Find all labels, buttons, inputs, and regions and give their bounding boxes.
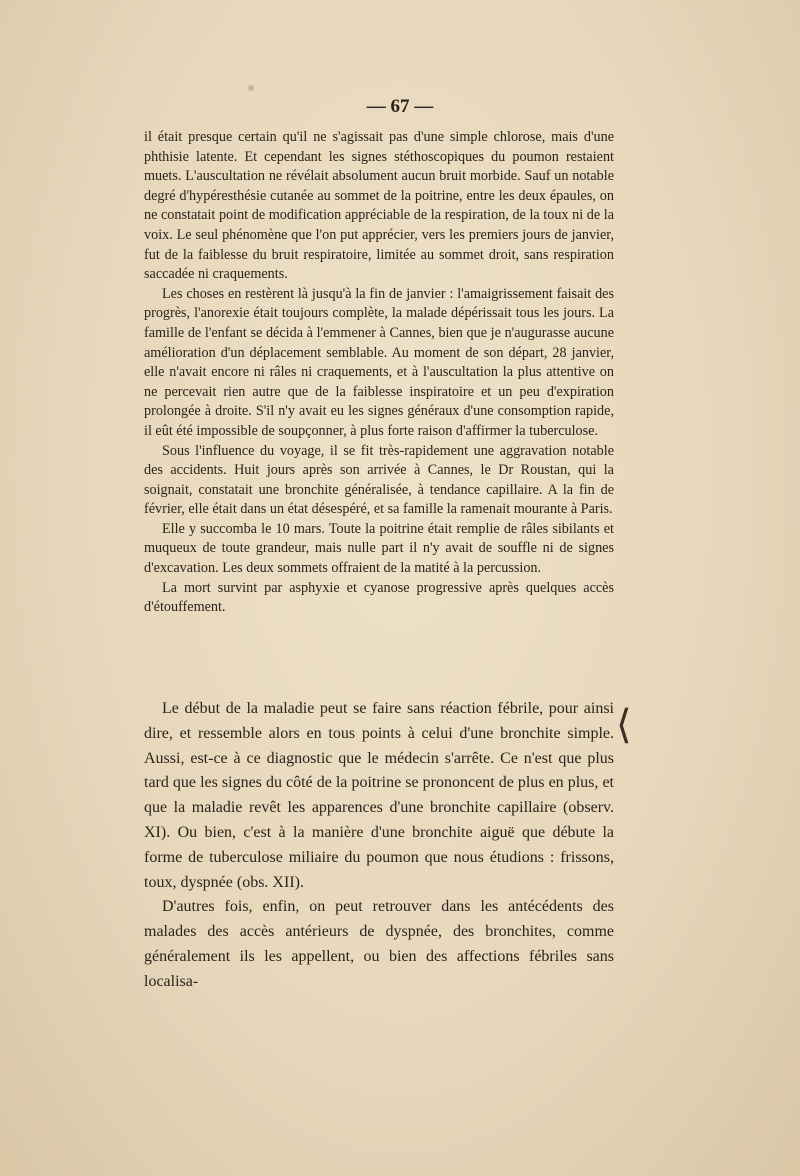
paragraph: Elle y succomba le 10 mars. Toute la poitrine était remplie de râles sibilants et muqueux de toute grandeur, mais nulle part il n'y avait de souffle ni de signes d'excavation. Les deux sommets offraient de la matité à la percussion. bbox=[144, 520, 614, 577]
paragraph: Sous l'influence du voyage, il se fit très-rapidement une aggravation notable des accidents. Huit jours après son arrivée à Cannes, le Dr Roustan, qui la soignait, constatait une bronchite généralisée, à tendance capillaire. A la fin de février, elle était dans un état désespéré, et sa famille la ramenait mourante à Paris. bbox=[144, 442, 614, 518]
page-number: — 67 — bbox=[366, 96, 434, 117]
paragraph: il était presque certain qu'il ne s'agissait pas d'une simple chlorose, mais d'une phthisie latente. Et cependant les signes stéthoscopiques du poumon restaient muets. L'auscultation ne révélait absolument aucun bruit morbide. Sauf un notable degré d'hypéresthésie cutanée au sommet de la poitrine, entre les deux épaules, on ne constatait point de modification appréciable de la respiration, de la toux ni de la voix. Le seul phénomène que l'on put apprécier, vers les premiers jours de janvier, fut de la faiblesse du bruit respiratoire, limitée au sommet droit, sans respiration saccadée ni craquements. bbox=[144, 129, 614, 283]
lower-text-block bbox=[144, 697, 614, 995]
margin-bracket-mark: ⟨ bbox=[616, 702, 632, 747]
paragraph: Le début de la maladie peut se faire sans réaction fébrile, pour ainsi dire, et ressemble alors en tous points à celui d'une bronchite simple. Aussi, est-ce à ce diagnostic que le médecin s'arrête. Ce n'est que plus tard que les signes du côté de la poitrine se prononcent de plus en plus, et que la maladie revêt les apparences d'une bronchite capillaire (observ. XI). Ou bien, c'est à la manière d'une bronchite aiguë que débute la forme de tuberculose miliaire du poumon que nous étudions : frissons, toux, dyspnée (obs. XII). bbox=[144, 700, 614, 891]
paragraph: D'autres fois, enfin, on peut retrouver dans les antécédents des malades des accès antérieurs de dyspnée, des bronchites, comme généralement ils les appellent, ou bien des affections fébriles sans localisa- bbox=[144, 898, 614, 990]
paragraph: La mort survint par asphyxie et cyanose progressive après quelques accès d'étouffement. bbox=[144, 579, 614, 616]
ink-spot bbox=[248, 85, 254, 91]
upper-text-block bbox=[144, 128, 614, 618]
paragraph: Les choses en restèrent là jusqu'à la fin de janvier : l'amaigrissement faisait des progrès, l'anorexie était toujours complète, la malade dépérissait tous les jours. La famille de l'enfant se décida à l'emmener à Cannes, bien que je n'augurasse aucune amélioration d'un déplacement semblable. Au moment de son départ, 28 janvier, elle n'avait encore ni râles ni craquements, et à l'auscultation la plus attentive on ne percevait rien autre que de la faiblesse inspiratoire et un peu d'expiration prolongée à droite. S'il n'y avait eu les signes généraux d'une consomption rapide, il eût été impossible de soupçonner, à plus forte raison d'affirmer la tuberculose. bbox=[144, 285, 614, 439]
